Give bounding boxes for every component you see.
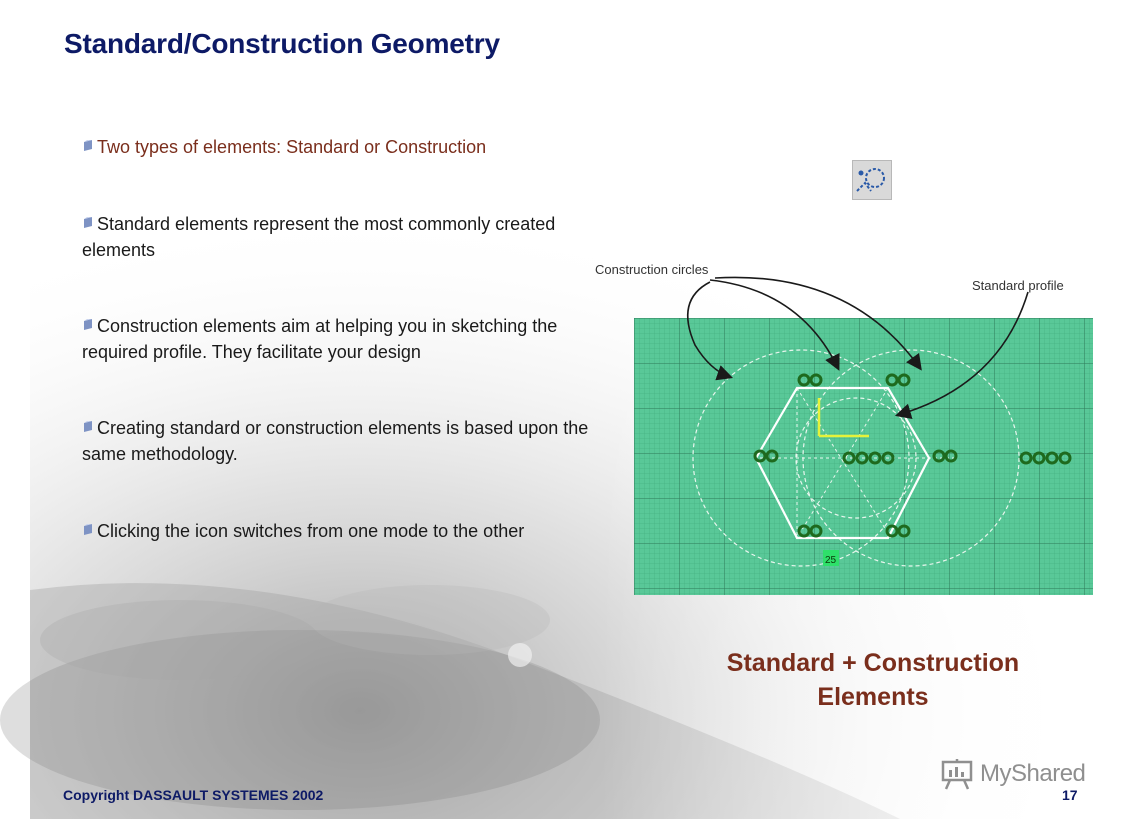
construction-standard-toggle-icon[interactable] <box>852 160 892 200</box>
figure-caption: Standard + Construction Elements <box>726 649 1020 711</box>
dimension-label: 25 <box>825 555 837 566</box>
copyright-text: Copyright DASSAULT SYSTEMES 2002 <box>63 787 324 803</box>
bullet-cube-icon <box>82 420 94 433</box>
bullet-text: Construction elements aim at helping you in sketching the required profile. They facilitate your design <box>82 316 558 362</box>
watermark-text: MyShared <box>980 760 1086 787</box>
bullet-item <box>82 211 622 263</box>
bullet-item <box>82 415 622 467</box>
annotation-standard-profile: Standard profile <box>972 278 1064 293</box>
sketch-figure <box>634 318 1093 595</box>
watermark <box>940 756 1085 792</box>
annotation-construction-circles: Construction circles <box>595 262 709 277</box>
bullet-text: Creating standard or construction elements is based upon the same methodology. <box>82 418 589 464</box>
dashed-circle-icon <box>853 161 891 199</box>
bullet-text: Two types of elements: Standard or Construction <box>97 137 487 157</box>
slide-title: Standard/Construction Geometry <box>64 28 500 59</box>
sketch-grid-major <box>634 318 1093 595</box>
bullet-cube-icon <box>82 216 94 229</box>
bullet-item <box>82 134 622 160</box>
bullet-item <box>82 518 622 544</box>
page-number: 17 <box>1062 787 1078 803</box>
bullet-item <box>82 313 622 365</box>
bullet-cube-icon <box>82 523 94 536</box>
bullet-text: Standard elements represent the most commonly created elements <box>82 214 556 260</box>
bullet-cube-icon <box>82 139 94 152</box>
bullet-cube-icon <box>82 318 94 331</box>
bullet-text: Clicking the icon switches from one mode to the other <box>97 521 525 541</box>
presentation-board-icon <box>940 757 974 791</box>
